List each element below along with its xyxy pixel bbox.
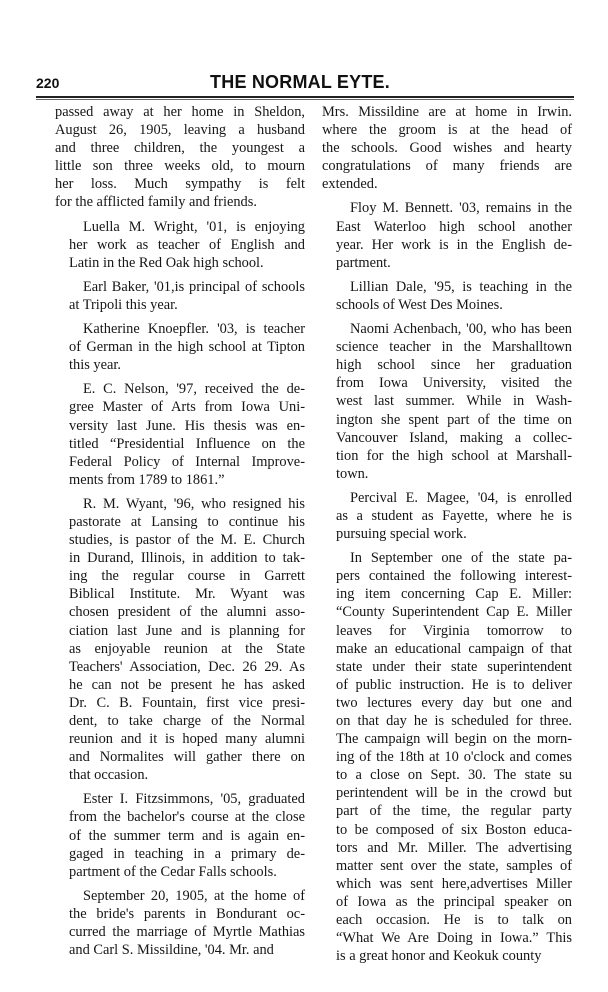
text-line: Naomi Achenbach, '00, who has been xyxy=(350,321,572,338)
text-line: town. xyxy=(336,465,369,482)
text-line: In September one of the state pa- xyxy=(350,550,572,567)
text-line: and Carl S. Missildine, '04. Mr. and xyxy=(69,942,274,959)
text-line: little son three weeks old, to mourn xyxy=(55,158,305,175)
text-line: Lillian Dale, '95, is teaching in the xyxy=(350,278,572,295)
text-line: ing of the 18th at 10 o'clock and comes xyxy=(336,749,572,766)
text-line: “County Superintendent Cap E. Miller xyxy=(336,604,572,621)
text-line: gree Master of Arts from Iowa Uni- xyxy=(69,399,305,416)
text-line: R. M. Wyant, '96, who resigned his xyxy=(83,495,305,512)
text-line: ciation last June and is planning for xyxy=(69,622,305,639)
text-line: her loss. Much sympathy is felt xyxy=(55,176,305,193)
text-line: E. C. Nelson, '97, received the de- xyxy=(83,381,305,398)
text-line: Ester I. Fitzsimmons, '05, graduated xyxy=(83,791,305,808)
text-line: Floy M. Bennett. '03, remains in the xyxy=(350,200,572,217)
text-line: gaged in teaching in a primary de- xyxy=(69,845,305,862)
journal-title: THE NORMAL EYTE. xyxy=(210,72,390,92)
text-line: partment of the Cedar Falls schools. xyxy=(69,863,277,880)
article-paragraph xyxy=(322,320,572,483)
text-line: East Waterloo high school another xyxy=(336,218,572,235)
text-line: as enjoyable reunion at the State xyxy=(69,640,305,657)
left-column xyxy=(55,103,305,965)
text-line: Biblical Institute. Mr. Wyant was xyxy=(69,586,305,603)
text-line: west last summer. While in Wash- xyxy=(336,393,572,410)
text-line: Teachers' Association, Dec. 26 29. As xyxy=(69,658,305,675)
text-line: chosen president of the alumni asso- xyxy=(69,604,305,621)
text-line: dent, to take charge of the Normal xyxy=(69,713,305,729)
text-line: Latin in the Red Oak high school. xyxy=(69,254,264,271)
article-paragraph xyxy=(55,278,305,314)
text-line: the schools. Good wishes and hearty xyxy=(322,140,572,157)
text-line: and Normalites will gather there on xyxy=(69,749,305,766)
text-line: pursuing special work. xyxy=(336,526,467,543)
text-line: from the bachelor's course at the close xyxy=(69,809,305,826)
text-line: perintendent will be in the crowd but xyxy=(336,785,572,802)
text-line: of Iowa as the principal speaker on xyxy=(336,893,572,910)
text-line: ing item concerning Cap E. Miller: xyxy=(336,586,572,603)
text-line: ments from 1789 to 1861.” xyxy=(69,471,225,488)
text-line: studies, is pastor of the M. E. Church xyxy=(69,532,305,549)
text-line: tors and Mr. Miller. The advertising xyxy=(336,839,572,856)
text-line: Katherine Knoepfler. '03, is teacher xyxy=(83,321,305,338)
text-line: which was sent here,advertises Miller xyxy=(336,875,572,892)
text-line: this year. xyxy=(69,357,121,374)
text-line: curred the marriage of Myrtle Mathias xyxy=(69,924,305,941)
text-line: science teacher in the Marshalltown xyxy=(336,339,572,356)
text-line: and three children, the youngest a xyxy=(55,140,305,157)
article-paragraph xyxy=(55,887,305,959)
right-column xyxy=(322,103,572,971)
article-paragraph xyxy=(322,489,572,543)
text-line: August 26, 1905, leaving a husband xyxy=(55,122,305,139)
text-line: state under their state superintendent xyxy=(336,658,572,675)
text-line: Luella M. Wright, '01, is enjoying xyxy=(83,218,305,235)
text-line: matter sent over the state, samples of xyxy=(336,857,572,874)
text-line: year. Her work is in the English de- xyxy=(336,236,572,253)
text-line: Percival E. Magee, '04, is enrolled xyxy=(350,489,572,506)
text-line: as a student as Fayette, where he is xyxy=(336,507,572,524)
text-line: two lectures every day but one and xyxy=(336,694,572,711)
article-paragraph xyxy=(55,103,305,212)
text-line: pastorate at Lansing to continue his xyxy=(69,513,305,530)
page-number: 220 xyxy=(36,75,60,91)
text-line: from Iowa University, visited the xyxy=(336,375,572,392)
text-line: on that day he is scheduled for three. xyxy=(336,713,572,729)
text-line: to be composed of six Boston educa- xyxy=(336,821,572,838)
article-paragraph xyxy=(55,495,305,785)
text-line: partment. xyxy=(336,254,391,271)
text-line: each occasion. He is to talk on xyxy=(336,912,572,929)
text-line: Federal Policy of Internal Improve- xyxy=(69,453,305,470)
text-line: Dr. C. B. Fountain, first vice presi- xyxy=(69,694,305,711)
text-line: he can not be present he has asked xyxy=(69,676,305,693)
text-line: part of the time, the regular party xyxy=(336,803,572,820)
text-line: reunion and it is hoped many alumni xyxy=(69,731,305,748)
text-line: of public instruction. He is to deliver xyxy=(336,676,572,693)
text-line: ing the regular course in Garrett xyxy=(69,568,305,585)
text-line: high school since her graduation xyxy=(336,357,572,374)
text-line: extended. xyxy=(322,176,378,193)
text-line: is a great honor and Keokuk county xyxy=(336,948,542,965)
text-line: the bride's parents in Bondurant oc- xyxy=(69,905,305,922)
article-paragraph xyxy=(55,380,305,489)
page-header xyxy=(28,72,572,96)
text-line: versity last June. His thesis was en- xyxy=(69,417,305,434)
text-line: passed away at her home in Sheldon, xyxy=(55,104,305,120)
text-line: “What We Are Doing in Iowa.” This xyxy=(336,930,572,947)
article-paragraph xyxy=(322,278,572,314)
text-line: congratulations of many friends are xyxy=(322,158,572,175)
text-line: where the groom is at the head of xyxy=(322,122,572,139)
text-line: in Durand, Illinois, in addition to tak- xyxy=(69,550,305,567)
text-line: for the afflicted family and friends. xyxy=(55,194,257,211)
article-paragraph xyxy=(55,790,305,880)
text-line: make an educational campaign of that xyxy=(336,640,572,657)
text-line: her work as teacher of English and xyxy=(69,236,305,253)
article-paragraph xyxy=(322,103,572,193)
text-line: Vancouver Island, making a collec- xyxy=(336,429,572,446)
text-line: of the summer term and is again en- xyxy=(69,827,305,844)
text-line: that occasion. xyxy=(69,767,149,784)
text-line: Mrs. Missildine are at home in Irwin. xyxy=(322,104,572,120)
text-line: leaves for Virginia tomorrow to xyxy=(336,622,572,639)
text-line: schools of West Des Moines. xyxy=(336,296,503,313)
text-line: pers contained the following interest- xyxy=(336,568,572,585)
text-line: of German in the high school at Tipton xyxy=(69,339,305,356)
text-line: tion for the high school at Marshall- xyxy=(336,447,572,464)
text-line: to a close on Sept. 30. The state su xyxy=(336,767,572,784)
article-paragraph xyxy=(322,199,572,271)
article-paragraph xyxy=(55,320,305,374)
text-line: at Tripoli this year. xyxy=(69,296,178,313)
text-line: ington she spent part of the time on xyxy=(336,411,572,428)
text-line: Earl Baker, '01,is principal of schools xyxy=(83,278,305,295)
text-line: September 20, 1905, at the home of xyxy=(83,887,305,904)
header-rule xyxy=(36,96,574,100)
text-line: titled “Presidential Influence on the xyxy=(69,435,305,452)
text-line: The campaign will begin on the morn- xyxy=(336,731,572,748)
article-paragraph xyxy=(55,218,305,272)
article-paragraph xyxy=(322,549,572,965)
